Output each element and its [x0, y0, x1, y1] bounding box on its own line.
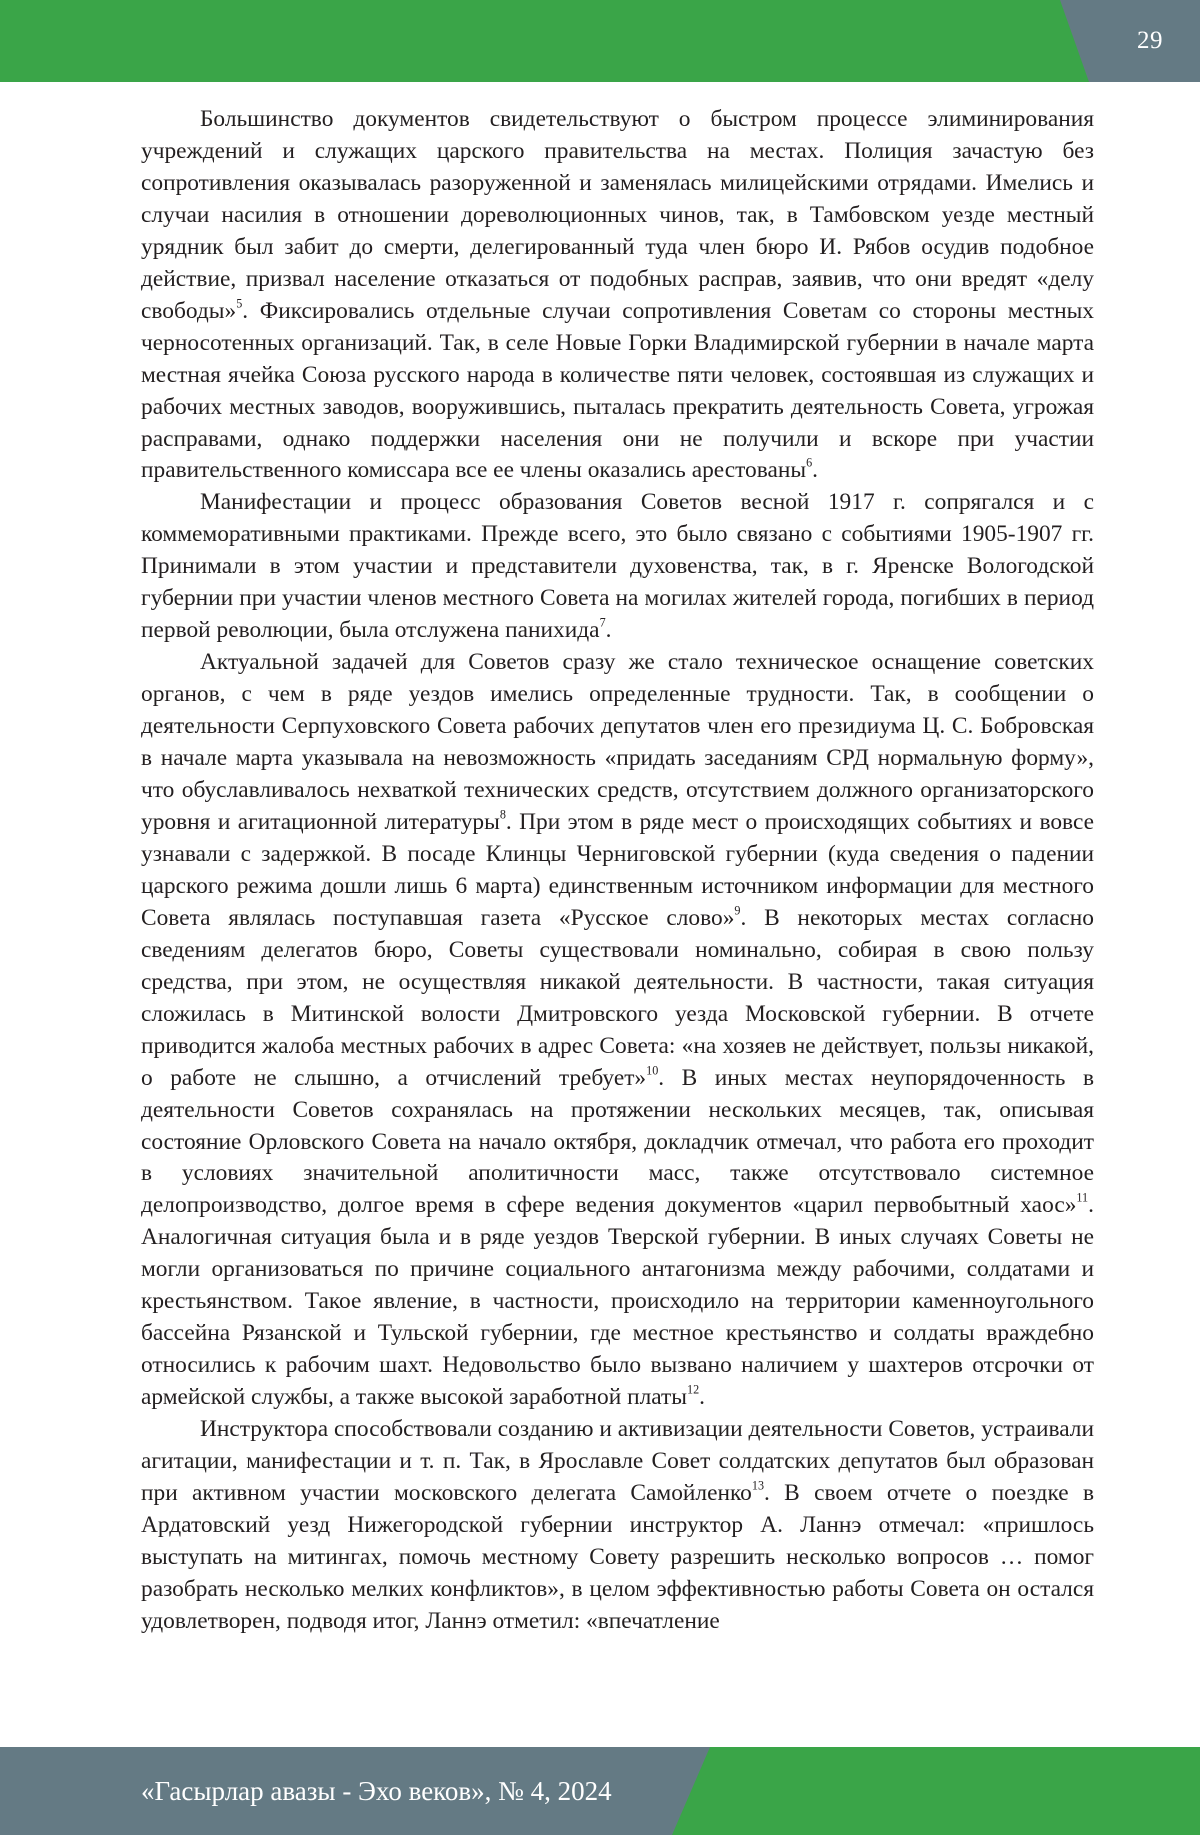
paragraph: [141, 1414, 1094, 1638]
paragraph-text: . Фиксировались отдельные случаи сопротивления Советам со стороны местных черносотенных организаций. Так, в селе Новые Горки Владимирской губернии в начале марта местная ячейка Союза русского народа в количестве пяти человек, состоявшая из служащих и рабочих местных заводов, вооружившись, пыталась прекратить деятельность Совета, угрожая расправами, однако поддержки населения они не получили и вскоре при участии правительственного комиссара все ее члены оказались арестованы: [141, 297, 1094, 484]
paragraph-text: Актуальной задачей для Советов сразу же стало техническое оснащение советских органов, с чем в ряде уездов имелись определенные трудности. Так, в сообщении о деятельности Серпуховского Совета рабочих депутатов член его президиума Ц. С. Бобровская в начале марта указывала на невозможность «придать заседаниям СРД нормальную форму», что обуславливалось нехваткой технических средств, отсутствием должного организаторского уровня и агитационной литературы: [141, 649, 1094, 835]
paragraph-text: .: [812, 457, 819, 484]
paragraph-text: Манифестации и процесс образования Советов весной 1917 г. сопрягался и с коммеморативными практиками. Прежде всего, это было связано с событиями 1905-1907 гг. Принимали в этом участии и представители духовенства, так, в г. Яренске Вологодской губернии при участии членов местного Совета на могилах жителей города, погибших в период первой революции, была отслужена панихида: [141, 489, 1094, 644]
article-body: [141, 104, 1094, 1638]
paragraph: [141, 647, 1094, 1414]
paragraph-text: .: [699, 1384, 705, 1411]
paragraph-text: . При этом в ряде мест о происходящих событиях и вовсе узнавали с задержкой. В посаде Клинцы Черниговской губернии (куда сведения о падении царского режима дошли лишь 6 марта) единственным источником информации для местного Совета являлась поступавшая газета «Русское слово»: [141, 808, 1094, 931]
journal-title: «Гасырлар авазы - Эхо веков», № 4, 2024: [141, 1776, 612, 1806]
footnote-ref: 11: [1076, 1191, 1089, 1206]
page-number: 29: [1137, 27, 1163, 54]
paragraph-text: . В своем отчете о поездке в Ардатовский уезд Нижегородской губернии инструктор А. Ланнэ отмечал: «пришлось выступать на митингах, помочь местному Совету разрешить несколько вопросов … помог разобрать несколько мелких конфликтов», в целом эффективностью работы Совета он остался удовлетворен, подводя итог, Ланнэ отметил: «впечатление: [141, 1479, 1094, 1634]
footnote-ref: 7: [599, 615, 606, 630]
paragraph: [141, 487, 1094, 647]
footnote-ref: 5: [236, 296, 243, 311]
paragraph-text: Инструктора способствовали созданию и активизации деятельности Советов, устраивали агитации, манифестации и т. п. Так, в Ярославле Совет солдатских депутатов был образован при активном участии московского делегата Самойленко: [141, 1416, 1094, 1506]
paragraph-text: . В иных местах неупорядоченность в деятельности Советов сохранялась на протяжении нескольких месяцев, так, описывая состояние Орловского Совета на начало октября, докладчик отмечал, что работа его проходит в условиях значительной аполитичности масс, также отсутствовало системное делопроизводство, долгое время в сфере ведения документов «царил первобытный хаос»: [141, 1064, 1094, 1219]
footnote-ref: 9: [734, 903, 741, 918]
footnote-ref: 8: [499, 807, 506, 822]
paragraph-text: . Аналогичная ситуация была и в ряде уездов Тверской губернии. В иных случаях Советы не могли организоваться по причине социального антагонизма между рабочими, солдатами и крестьянством. Такое явление, в частности, происходило на территории каменноугольного бассейна Рязанской и Тульской губернии, где местное крестьянство и солдаты враждебно относились к рабочим шахт. Недовольство было вызвано наличием у шахтеров отсрочки от армейской службы, а также высокой заработной платы: [141, 1192, 1094, 1411]
footnote-ref: 6: [806, 456, 813, 471]
paragraph-text: . В некоторых местах согласно сведениям делегатов бюро, Советы существовали номинально, собирая в свою пользу средства, при этом, не осуществляя никакой деятельности. В частности, такая ситуация сложилась в Митинской волости Дмитровского уезда Московской губернии. В отчете приводится жалоба местных рабочих в адрес Совета: «на хозяев не действует, пользы никакой, о работе не слышно, а отчислений требует»: [141, 904, 1094, 1091]
footnote-ref: 12: [686, 1382, 700, 1397]
paragraph: [141, 104, 1094, 487]
paragraph-text: .: [605, 617, 612, 644]
page-number-tab: [1060, 0, 1200, 82]
footnote-ref: 13: [751, 1478, 765, 1493]
paragraph-text: Большинство документов свидетельствуют о быстром процессе элиминирования учреждений и служащих царского правительства на местах. Полиция зачастую без сопротивления оказывалась разоруженной и заменялась милицейскими отрядами. Имелись и случаи насилия в отношении дореволюционных чинов, так, в Тамбовском уезде местный урядник был забит до смерти, делегированный туда член бюро И. Рябов осудив подобное действие, призвал население отказаться от подобных расправ, заявив, что они вредят «делу свободы»: [141, 106, 1094, 324]
footnote-ref: 10: [646, 1063, 659, 1078]
header-band: [0, 0, 1200, 82]
